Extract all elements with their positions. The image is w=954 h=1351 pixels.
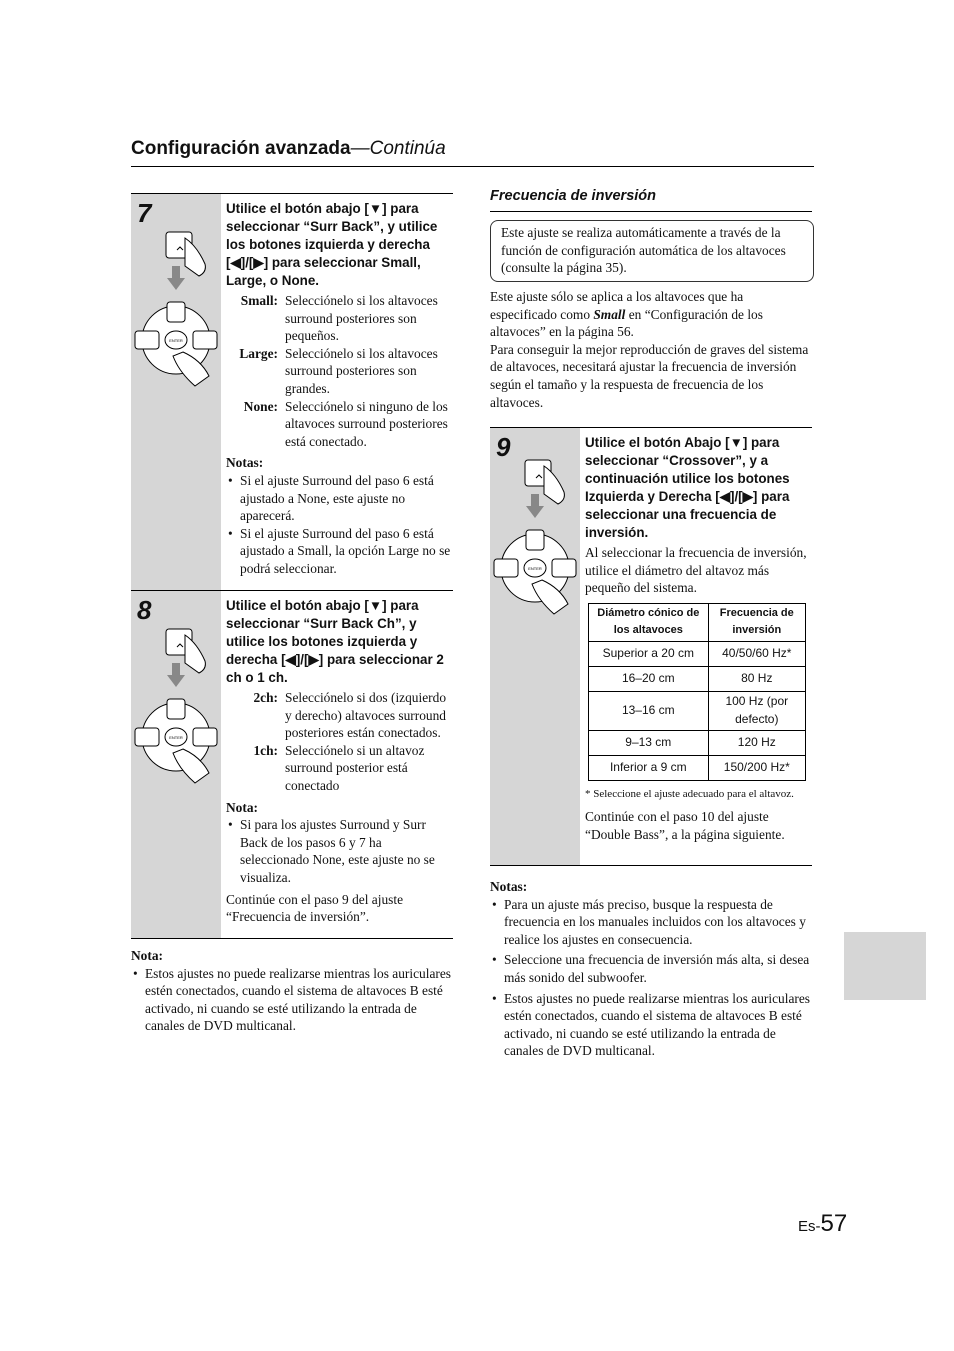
list-item: • Si el ajuste Surround del paso 6 está ajustado a Small, la opción Large no se podrá seleccionar. xyxy=(240,525,451,578)
paragraph-2: Para conseguir la mejor reproducción de graves del sistema de altavoces, necesitará ajustar la frecuencia de inversión según el tamaño y la respuesta de frecuencia de los altavoces. xyxy=(490,341,809,410)
page-num: 57 xyxy=(820,1210,848,1237)
section-tab xyxy=(844,932,926,1000)
notes-list xyxy=(490,896,812,1060)
header-suffix: —Continúa xyxy=(350,138,446,159)
notes-list xyxy=(131,965,453,1035)
step-instruction: Utilice el botón Abajo [▼] para seleccionar “Crossover”, y a continuación utilice los botones Izquierda y Derecha [◀]/[▶] para seleccionar una frecuencia de inversión. xyxy=(585,435,790,540)
paragraph-1: Este ajuste sólo se aplica a los altavoces que ha especificado como Small en “Configuración de los altavoces” en la página 56. xyxy=(490,289,763,340)
header-rule xyxy=(131,166,814,167)
step-body xyxy=(226,597,451,926)
option-text: Selecciónelo si ninguno de los altavoces surround posteriores está conectado. xyxy=(285,398,448,449)
option-text: Selecciónelo si dos (izquierdo y derecho) altavoces surround posteriores están conectados. xyxy=(285,690,447,741)
auto-setup-box xyxy=(490,220,814,282)
table-header-row xyxy=(589,603,806,641)
option-key: Small: xyxy=(240,293,278,308)
right-notes xyxy=(490,878,812,1060)
option-2ch xyxy=(226,689,451,742)
section-title: Frecuencia de inversión xyxy=(490,188,657,204)
option-key: None: xyxy=(243,398,278,414)
option-key: 2ch: xyxy=(253,690,278,705)
table-footnote: * Seleccione el ajuste adecuado para el altavoz. xyxy=(585,787,794,800)
option-text: Selecciónelo si un altavoz surround posterior está conectado xyxy=(285,742,425,793)
option-key: Large: xyxy=(239,345,278,361)
option-text: Selecciónelo si los altavoces surround posteriores son grandes. xyxy=(285,345,438,396)
continue-text: Continúe con el paso 9 del ajuste “Frecuencia de inversión”. xyxy=(226,891,404,925)
header-title: Configuración avanzada xyxy=(131,138,351,159)
page-number xyxy=(798,1210,847,1238)
option-text: Selecciónelo si los altavoces surround posteriores son pequeños. xyxy=(285,293,438,344)
section-body xyxy=(490,288,812,411)
step-body xyxy=(585,434,810,843)
box-text: Este ajuste se realiza automáticamente a través de la función de configuración automática de los altavoces (consulte la página 35). xyxy=(501,225,786,276)
table-header: Frecuencia de inversión xyxy=(708,603,805,641)
remote-control-icon xyxy=(133,627,219,787)
continue-text: Continúe con el paso 10 del ajuste “Double Bass”, a la página siguiente. xyxy=(585,808,785,842)
step-body xyxy=(226,200,451,578)
option-none xyxy=(226,398,451,451)
page-title xyxy=(131,138,446,160)
enter-label: ENTER xyxy=(528,566,542,571)
table-row: Inferior a 9 cm 150/200 Hz* xyxy=(589,755,806,780)
enter-label: ENTER xyxy=(169,338,183,343)
option-small xyxy=(226,292,451,345)
notes-heading: Notas: xyxy=(490,879,528,894)
list-item: • Si para los ajustes Surround y Surr Back de los pasos 6 y 7 ha seleccionado None, este ajuste no se visualiza. xyxy=(240,816,451,886)
step-instruction: Utilice el botón abajo [▼] para seleccionar “Surr Back Ch”, y utilice los botones izquierda y derecha [◀]/[▶] para seleccionar 2 ch o 1 ch. xyxy=(226,598,444,685)
step-number: 9 xyxy=(496,432,511,462)
page-prefix: Es- xyxy=(798,1218,821,1235)
step-instruction: Utilice el botón abajo [▼] para seleccionar “Surr Back”, y utilice los botones izquierda y derecha [◀]/[▶] para seleccionar Small, Large, o None. xyxy=(226,201,438,288)
table-row: 16–20 cm 80 Hz xyxy=(589,666,806,691)
notes-list xyxy=(226,816,451,886)
step-text: Al seleccionar la frecuencia de inversión, utilice el diámetro del altavoz más pequeño del sistema. xyxy=(585,545,807,596)
step-number: 7 xyxy=(137,198,152,228)
step-8 xyxy=(131,590,453,939)
enter-label: ENTER xyxy=(169,735,183,740)
option-key: 1ch: xyxy=(253,742,278,758)
list-item: • Seleccione una frecuencia de inversión más alta, si desea más sonido del subwoofer. xyxy=(504,951,812,986)
option-large xyxy=(226,345,451,398)
step-number: 8 xyxy=(137,595,152,625)
crossover-table xyxy=(588,603,806,781)
section-rule xyxy=(490,211,812,212)
list-item: • Estos ajustes no puede realizarse mientras los auriculares estén conectados, cuando el sistema de altavoces B esté activado, ni cuando se esté utilizando la entrada de canales de DVD multicanal. xyxy=(145,965,453,1035)
list-item: • Estos ajustes no puede realizarse mientras los auriculares estén conectados, cuando el sistema de altavoces B esté activado, ni cuando se esté utilizando la entrada de canales de DVD multicanal. xyxy=(504,990,812,1060)
notes-heading: Notas: xyxy=(226,455,264,471)
notes-heading: Nota: xyxy=(226,799,258,815)
notes-list xyxy=(226,472,451,578)
list-item: • Para un ajuste más preciso, busque la respuesta de frecuencia en los manuales incluidos con los altavoces y realice los ajustes en consecuencia. xyxy=(504,896,812,949)
notes-heading: Nota: xyxy=(131,948,163,963)
table-row: 13–16 cm 100 Hz (por defecto) xyxy=(589,691,806,730)
option-1ch xyxy=(226,742,451,795)
table-row: Superior a 20 cm 40/50/60 Hz* xyxy=(589,641,806,666)
table-header: Diámetro cónico de los altavoces xyxy=(589,603,709,641)
remote-control-icon xyxy=(492,458,578,618)
remote-control-icon xyxy=(133,230,219,390)
list-item: • Si el ajuste Surround del paso 6 está ajustado a None, este ajuste no aparecerá. xyxy=(240,472,451,525)
table-row: 9–13 cm 120 Hz xyxy=(589,730,806,755)
step-7 xyxy=(131,193,453,591)
step-9 xyxy=(490,427,812,866)
left-note xyxy=(131,947,453,1035)
